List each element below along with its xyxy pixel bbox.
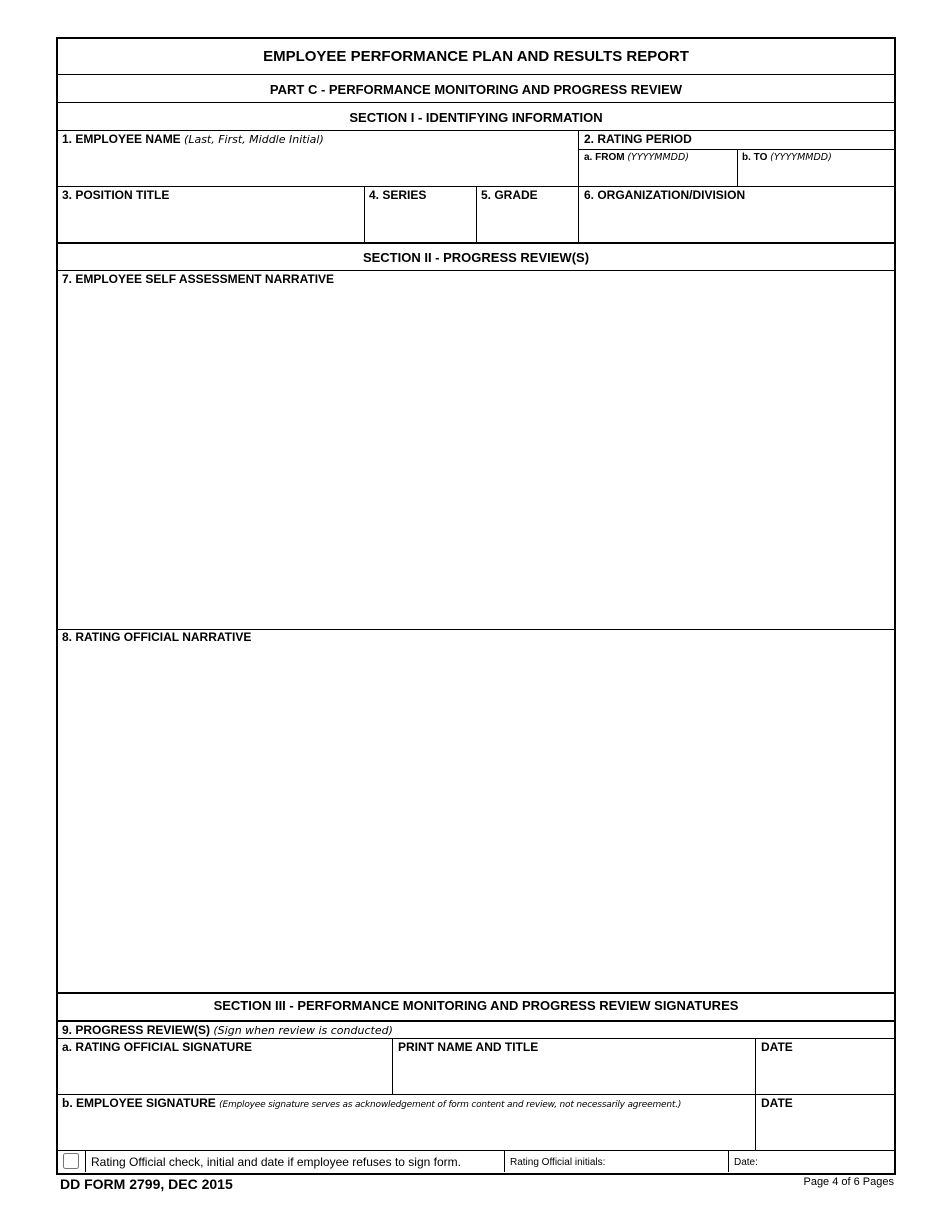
employee-name-label: 1. EMPLOYEE NAME (Last, First, Middle Initial): [62, 132, 324, 146]
self-assessment-textarea[interactable]: [62, 291, 892, 629]
form-title: EMPLOYEE PERFORMANCE PLAN AND RESULTS REPORT: [263, 48, 689, 65]
refusal-date-input[interactable]: [764, 1152, 892, 1172]
divider: [578, 186, 579, 242]
employee-name-input[interactable]: [62, 149, 576, 187]
form-id: DD FORM 2799, DEC 2015: [60, 1176, 233, 1192]
rating-from-label: a. FROM (YYYYMMDD): [584, 152, 689, 163]
divider: [58, 1150, 894, 1151]
divider: [58, 1094, 894, 1095]
page-number: Page 4 of 6 Pages: [803, 1176, 894, 1188]
divider: [392, 1038, 393, 1094]
divider: [58, 242, 894, 244]
form-frame: [56, 37, 896, 1175]
series-input[interactable]: [368, 205, 476, 243]
initials-input[interactable]: [618, 1152, 728, 1172]
rating-from-input[interactable]: [582, 166, 736, 186]
print-name-title-label: PRINT NAME AND TITLE: [398, 1040, 539, 1054]
organization-label: 6. ORGANIZATION/DIVISION: [584, 188, 746, 202]
initials-label: Rating Official initials:: [510, 1157, 606, 1168]
divider: [58, 74, 894, 75]
rating-period-label: 2. RATING PERIOD: [584, 132, 692, 146]
divider: [578, 149, 894, 150]
employee-date-input[interactable]: [759, 1113, 893, 1151]
employee-signature-field[interactable]: [62, 1113, 750, 1149]
section2-title: SECTION II - PROGRESS REVIEW(S): [362, 250, 590, 265]
employee-date-label: DATE: [761, 1096, 793, 1110]
organization-input[interactable]: [582, 205, 892, 243]
divider: [578, 130, 579, 186]
divider: [58, 1020, 894, 1022]
rating-official-signature-label: a. RATING OFFICIAL SIGNATURE: [62, 1040, 253, 1054]
rating-official-narrative-textarea[interactable]: [62, 649, 892, 993]
rating-official-date-label: DATE: [761, 1040, 793, 1054]
divider: [476, 186, 477, 242]
divider: [58, 270, 894, 271]
grade-label: 5. GRADE: [481, 188, 538, 202]
divider: [58, 130, 894, 131]
divider: [504, 1150, 505, 1172]
part-title: PART C - PERFORMANCE MONITORING AND PROGRESS REVIEW: [269, 82, 683, 97]
self-assessment-label: 7. EMPLOYEE SELF ASSESSMENT NARRATIVE: [62, 272, 335, 286]
divider: [85, 1150, 86, 1172]
series-label: 4. SERIES: [369, 188, 427, 202]
rating-official-signature-field[interactable]: [62, 1057, 388, 1093]
rating-official-narrative-label: 8. RATING OFFICIAL NARRATIVE: [62, 630, 252, 644]
divider: [737, 149, 738, 186]
print-name-title-input[interactable]: [396, 1057, 756, 1095]
divider: [58, 992, 894, 994]
rating-to-label: b. TO (YYYYMMDD): [742, 152, 832, 163]
refusal-checkbox[interactable]: [63, 1153, 79, 1169]
grade-input[interactable]: [480, 205, 578, 243]
position-title-input[interactable]: [62, 205, 362, 243]
divider: [728, 1150, 729, 1172]
refusal-date-label: Date:: [734, 1157, 758, 1168]
progress-reviews-label: 9. PROGRESS REVIEW(S) (Sign when review is conducted): [62, 1023, 393, 1037]
rating-to-input[interactable]: [740, 166, 892, 186]
section1-title: SECTION I - IDENTIFYING INFORMATION: [349, 110, 603, 125]
rating-official-date-input[interactable]: [759, 1057, 893, 1095]
section3-title: SECTION III - PERFORMANCE MONITORING AND PROGRESS REVIEW SIGNATURES: [213, 998, 739, 1013]
divider: [58, 1038, 894, 1039]
divider: [364, 186, 365, 242]
employee-signature-label: b. EMPLOYEE SIGNATURE (Employee signature serves as acknowledgement of form content and review, not necessarily agreement.): [62, 1096, 682, 1110]
position-title-label: 3. POSITION TITLE: [62, 188, 170, 202]
divider: [58, 102, 894, 103]
refusal-text: Rating Official check, initial and date if employee refuses to sign form.: [91, 1155, 461, 1169]
